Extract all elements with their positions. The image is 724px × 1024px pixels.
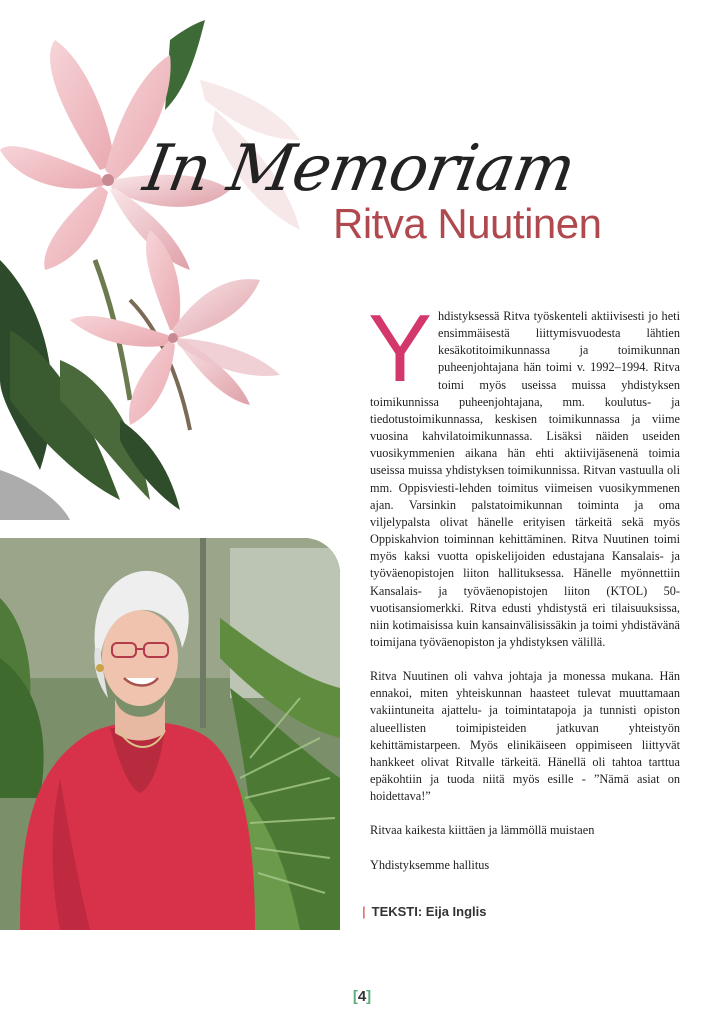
page-bracket-left: [ [352,988,358,1005]
page-number [0,988,724,1005]
title-script: In Memoriam [138,132,580,206]
drop-cap: Y [368,295,433,402]
paragraph-1 [368,295,680,651]
page-number-value: 4 [357,988,367,1005]
paragraph-3: Ritvaa kaikesta kiittäen ja lämmöllä muistaen [370,823,595,838]
portrait-photo [0,538,340,930]
paragraph-2: Ritva Nuutinen oli vahva johtaja ja monessa mukana. Hän ennakoi, miten yhteiskunnan haasteet tulevat muuttamaan vakiintuneita ajattelu- ja toimintatapoja ja tunnisti opiston alueellisten toimipisteiden jatkuvan yhteistyön kehittämistarpeen. Myös elinikäiseen oppimiseen liittyvät hankkeet olivat Ritvalle tärkeitä. Hänellä oli tahtoa tarttua epäkohtiin ja tuoda niitä myös esille - ”Nämä asiat on hoidettava!” [370,669,680,804]
article-body [368,295,680,891]
title-name: Ritva Nuutinen [333,200,602,247]
paragraph-4: Yhdistyksemme hallitus [370,857,490,872]
lily-flower-illustration [0,0,340,520]
byline-bar: | [362,904,366,919]
page-bracket-right: ] [366,988,372,1005]
byline [362,904,487,919]
paragraph-1-text: hdistyksessä Ritva työskenteli aktiivisesti jo heti ensimmäisestä liittymisvuodesta lähtien kesäkotitoimikunnassa ja toimikunnan puheenjohtajana hän toimi v. 1992–1994. Ritva toimi myös useissa muissa yhdistyksen toimikunnissa puheenjohtajana, mm. koulutus- ja tiedotustoimikunnassa, keskisen toimikunnassa ja viime vuosina kahvilatoimikunnassa. Lisäksi näiden useiden vuosikymmenien aikana hän ehti aktiivijäsenenä toimia useissa muissa yhdistyksen toimikunnissa. Ritvan vastuulla oli mm. Oppisviesti-lehden toimitus viimeisen vuosikymmenen ajan. Varsinkin palstatoimikunnan toiminta ja oma viljelypalsta olivat hänelle erityisen tärkeitä sekä myös Oppiskahvion toiminnan kehittäminen. Ritva Nuutinen toimi myös kaksi vuotta opiskelijoiden edustajana Kansalais- ja työväenopistojen liiton hallituksessa. Hänelle myönnettiin Kansalais- ja työväenopistojen liiton (KTOL) 50-vuotisansiomerkki. Ritva edusti yhdistystä eri tilaisuuksissa, niin kotimaisissa kuin kansainvälisissäkin ja toimi yhdistävänä toimijana työväenopiston ja yhdistyksen välillä. [370,309,680,649]
byline-text: TEKSTI: Eija Inglis [371,904,487,919]
